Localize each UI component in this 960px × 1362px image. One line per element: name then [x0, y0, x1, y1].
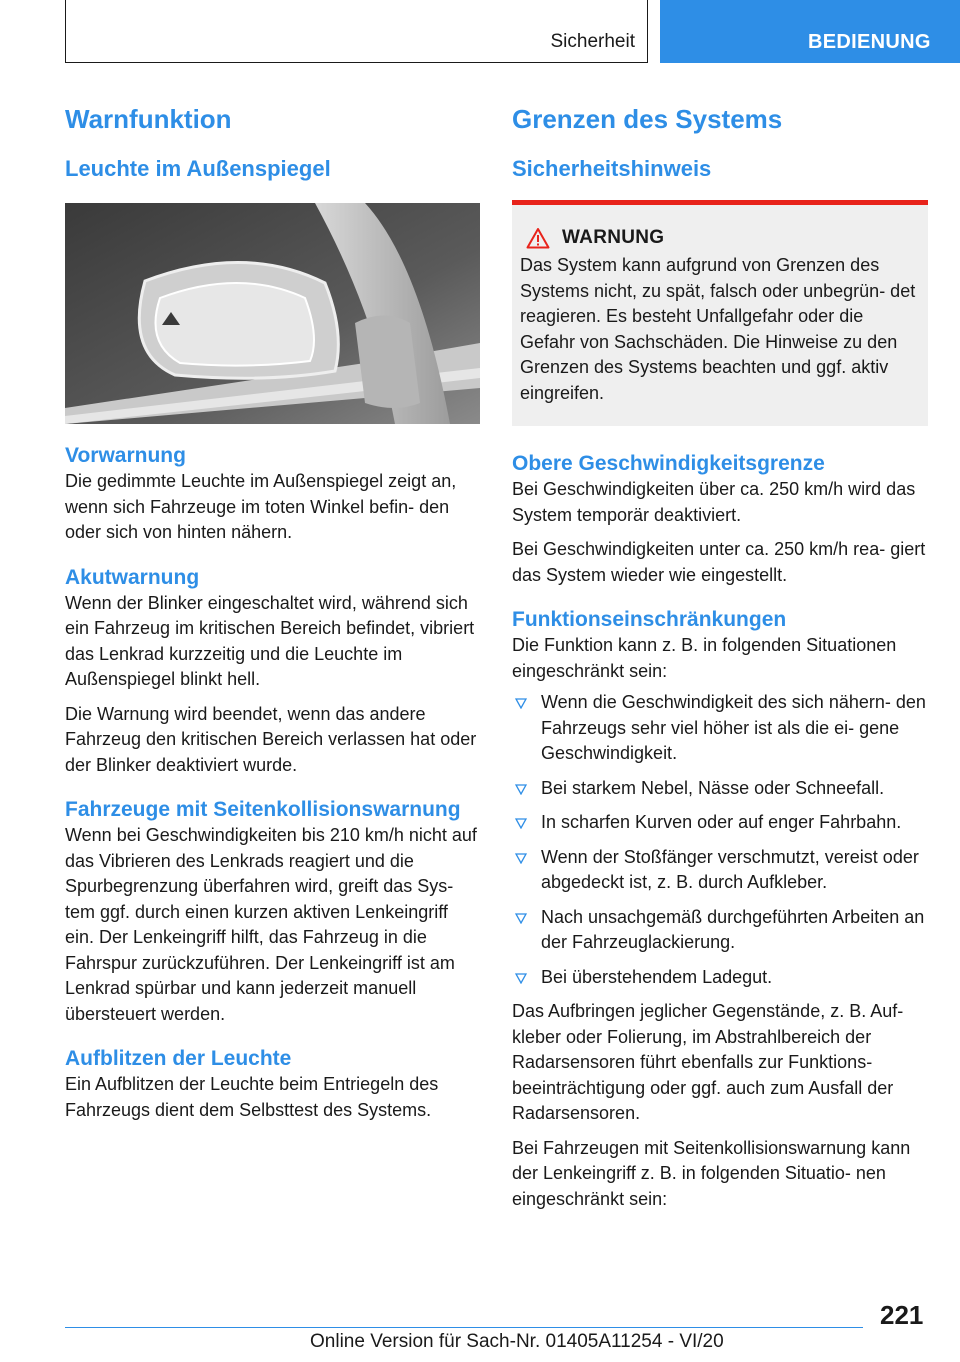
bullet-triangle-icon [515, 913, 527, 924]
warning-triangle-icon [526, 227, 550, 249]
heading-aufblitzen: Aufblitzen der Leuchte [65, 1047, 292, 1070]
paragraph: Die gedimmte Leuchte im Außenspiegel zeigt an, wenn sich Fahrzeuge im toten Winkel befin‐ den oder sich von hinten nähern. [65, 471, 457, 542]
section-akutwarnung [65, 564, 480, 779]
header-tab-label: BEDIENUNG [808, 31, 931, 53]
paragraph: Das Aufbringen jeglicher Gegenstände, z. B. Auf‐ kleber oder Folierung, im Abstrahlbereich der Radarsensoren führt ebenfalls zur Funktions‐ beeinträchtigung oder ggf. auch zum Ausfall der Radarsensoren. [512, 1001, 904, 1123]
warning-label: WARNUNG [562, 227, 665, 248]
page-title-warnfunktion: Warnfunktion [65, 104, 232, 134]
paragraph: Ein Aufblitzen der Leuchte beim Entriegeln des Fahrzeugs dient dem Selbsttest des Systems. [65, 1074, 439, 1120]
heading-seitenkollision: Fahrzeuge mit Seitenkollisionswarnung [65, 798, 461, 821]
section-geschwindigkeitsgrenze [512, 450, 928, 588]
mirror-illustration [65, 203, 480, 424]
warning-text: Das System kann aufgrund von Grenzen des Systems nicht, zu spät, falsch oder unbegrün‐ det reagieren. Es besteht Unfallgefahr oder die Gefahr von Sachschäden. Die Hinweise zu den Grenzen des Systems beachten und ggf. aktiv eingreifen. [520, 255, 916, 403]
bullet-triangle-icon [515, 784, 527, 795]
list-item-text: Bei starkem Nebel, Nässe oder Schneefall. [541, 777, 885, 798]
header-section-label: Sicherheit [550, 31, 635, 52]
page-number: 221 [880, 1300, 924, 1330]
list-item-text: Wenn der Stoßfänger verschmutzt, vereist oder abgedeckt ist, z. B. durch Aufkleber. [541, 846, 919, 892]
warning-header [520, 227, 920, 249]
footer-version-text: Online Version für Sach-Nr. 01405A11254 - VI/20 [310, 1331, 724, 1352]
warning-box [512, 205, 928, 426]
subtitle-leuchte: Leuchte im Außenspiegel [65, 156, 331, 181]
bullet-triangle-icon [515, 973, 527, 984]
heading-funktionseinschraenkungen: Funktionseinschränkungen [512, 608, 787, 631]
list-item [512, 776, 928, 802]
paragraph: Die Funktion kann z. B. in folgenden Situationen eingeschränkt sein: [512, 635, 897, 681]
bullet-triangle-icon [515, 853, 527, 864]
paragraph: Bei Geschwindigkeiten unter ca. 250 km/h rea‐ giert das System wieder wie eingestellt. [512, 539, 926, 585]
paragraph: Die Warnung wird beendet, wenn das andere Fahrzeug den kritischen Bereich verlassen hat oder der Blinker deaktiviert wurde. [65, 703, 477, 775]
list-item [512, 690, 928, 767]
section-vorwarnung [65, 442, 480, 546]
section-funktionseinschraenkungen [512, 606, 928, 1212]
header-section-box [65, 0, 648, 63]
heading-vorwarnung: Vorwarnung [65, 444, 186, 467]
subtitle-sicherheitshinweis: Sicherheitshinweis [512, 156, 712, 181]
paragraph: Wenn bei Geschwindigkeiten bis 210 km/h nicht auf das Vibrieren des Lenkrads reagiert und die Spurbegrenzung überfahren wird, greift das Sys‐ tem ggf. durch einen kurzen aktiven Lenkeingriff ein. Der Lenkeingriff hilft, das Fahrzeug in die Fahrspur zurückzuführen. Der Lenkeingriff ist am Lenkrad spürbar und kann jederzeit manuell übersteuert werden. [65, 825, 477, 1024]
list-item-text: Wenn die Geschwindigkeit des sich nähern‐ den Fahrzeugs sehr viel höher ist als die ei‐ gene Geschwindigkeit. [541, 692, 926, 763]
limitations-list [512, 690, 928, 990]
list-item [512, 965, 928, 991]
left-column [65, 100, 480, 1123]
list-item [512, 810, 928, 836]
list-item-text: Nach unsachgemäß durchgeführten Arbeiten an der Fahrzeuglackierung. [541, 906, 925, 952]
list-item-text: In scharfen Kurven oder auf enger Fahrbahn. [541, 812, 902, 832]
header-tab-bedienung[interactable] [660, 0, 960, 63]
paragraph: Wenn der Blinker eingeschaltet wird, während sich ein Fahrzeug im kritischen Bereich befindet, vibriert das Lenkrad kurzzeitig und die Leuchte im Außenspiegel blinkt hell. [65, 592, 475, 689]
paragraph: Bei Geschwindigkeiten über ca. 250 km/h wird das System temporär deaktiviert. [512, 479, 916, 525]
section-aufblitzen [65, 1045, 480, 1123]
footer-rule [65, 1327, 863, 1328]
list-item [512, 905, 928, 956]
list-item-text: Bei überstehendem Ladegut. [541, 966, 773, 987]
right-column [512, 100, 928, 1212]
page-title-grenzen: Grenzen des Systems [512, 104, 783, 134]
bullet-triangle-icon [515, 818, 527, 829]
paragraph: Bei Fahrzeugen mit Seitenkollisionswarnung kann der Lenkeingriff z. B. in folgenden Situatio‐ nen eingeschränkt sein: [512, 1137, 911, 1209]
bullet-triangle-icon [515, 698, 527, 709]
heading-akutwarnung: Akutwarnung [65, 565, 200, 589]
list-item [512, 845, 928, 896]
heading-geschwindigkeitsgrenze: Obere Geschwindigkeitsgrenze [512, 452, 825, 475]
section-seitenkollision [65, 796, 480, 1027]
